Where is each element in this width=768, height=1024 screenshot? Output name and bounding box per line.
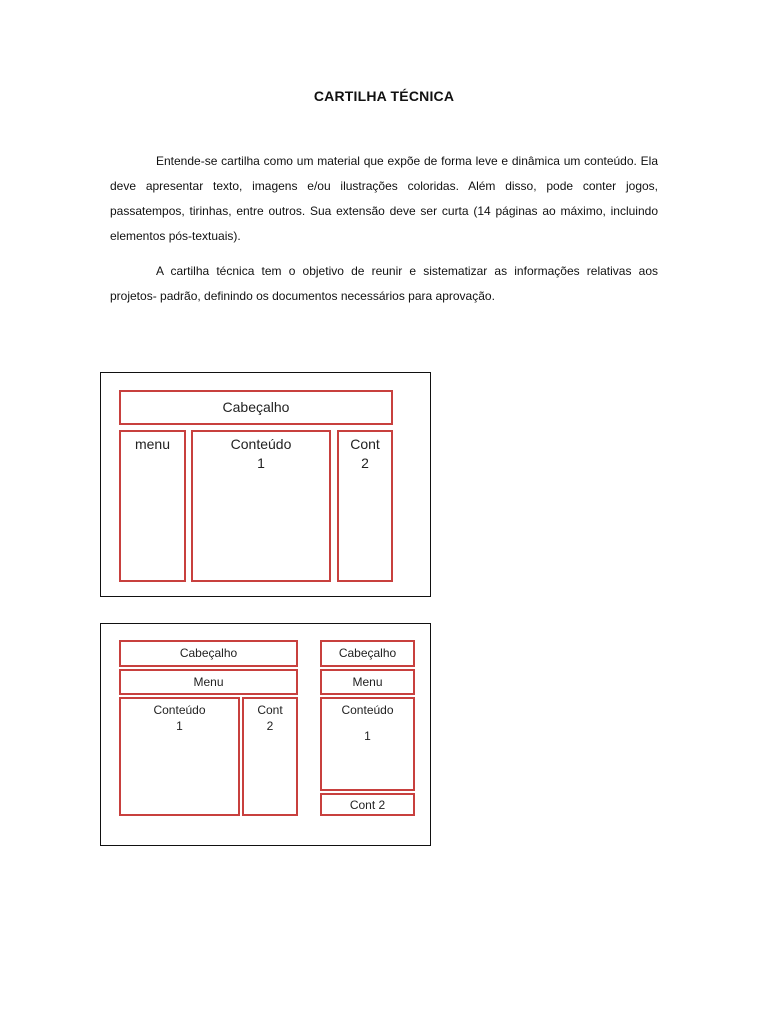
desktop-content-2-label: Cont xyxy=(257,703,283,717)
mobile-menu-box xyxy=(320,669,415,695)
mobile-header-label: Cabeçalho xyxy=(338,646,397,660)
document-title: CARTILHA TÉCNICA xyxy=(313,88,455,104)
menu-box xyxy=(119,430,186,582)
content-2-box xyxy=(337,430,393,582)
desktop-content-1-label: Conteúdo xyxy=(153,703,206,717)
menu-label: menu xyxy=(134,436,171,452)
header-label: Cabeçalho xyxy=(222,399,290,415)
desktop-content-2-number: 2 xyxy=(266,719,274,733)
mobile-header-box xyxy=(320,640,415,667)
layout-figure-2 xyxy=(100,623,431,846)
desktop-menu-label: Menu xyxy=(193,675,224,689)
layout-figure-1 xyxy=(100,372,431,597)
desktop-header-label: Cabeçalho xyxy=(179,646,238,660)
content-1-number: 1 xyxy=(257,455,265,471)
desktop-content-2-box xyxy=(242,697,298,816)
content-1-box xyxy=(191,430,331,582)
spacer xyxy=(322,718,413,728)
content-2-number: 2 xyxy=(361,455,369,471)
mobile-content-1-label: Conteúdo xyxy=(341,703,394,717)
paragraph-1 xyxy=(110,149,658,249)
paragraph-2-text: A cartilha técnica tem o objetivo de reunir e sistematizar as informações relativas aos projetos- padrão, definindo os documentos necessários para aprovação. xyxy=(110,264,658,303)
desktop-content-1-number: 1 xyxy=(176,719,183,733)
paragraph-2 xyxy=(110,259,658,309)
mobile-content-2-box xyxy=(320,793,415,816)
desktop-content-1-box xyxy=(119,697,240,816)
header-box xyxy=(119,390,393,425)
paragraph-1-text: Entende-se cartilha como um material que expõe de forma leve e dinâmica um conteúdo. Ela deve apresentar texto, imagens e/ou ilustrações coloridas. Além disso, pode conter jogos, passatempos, tirinhas, entre outros. Sua extensão deve ser curta (14 páginas ao máximo, incluindo elementos pós-textuais). xyxy=(110,154,658,243)
mobile-content-1-number: 1 xyxy=(364,729,371,743)
mobile-menu-label: Menu xyxy=(352,675,383,689)
mobile-content-2-label: Cont 2 xyxy=(349,798,386,812)
desktop-header-box xyxy=(119,640,298,667)
content-1-label: Conteúdo xyxy=(230,436,292,452)
desktop-menu-box xyxy=(119,669,298,695)
mobile-content-1-box xyxy=(320,697,415,791)
content-2-label: Cont xyxy=(350,436,380,452)
